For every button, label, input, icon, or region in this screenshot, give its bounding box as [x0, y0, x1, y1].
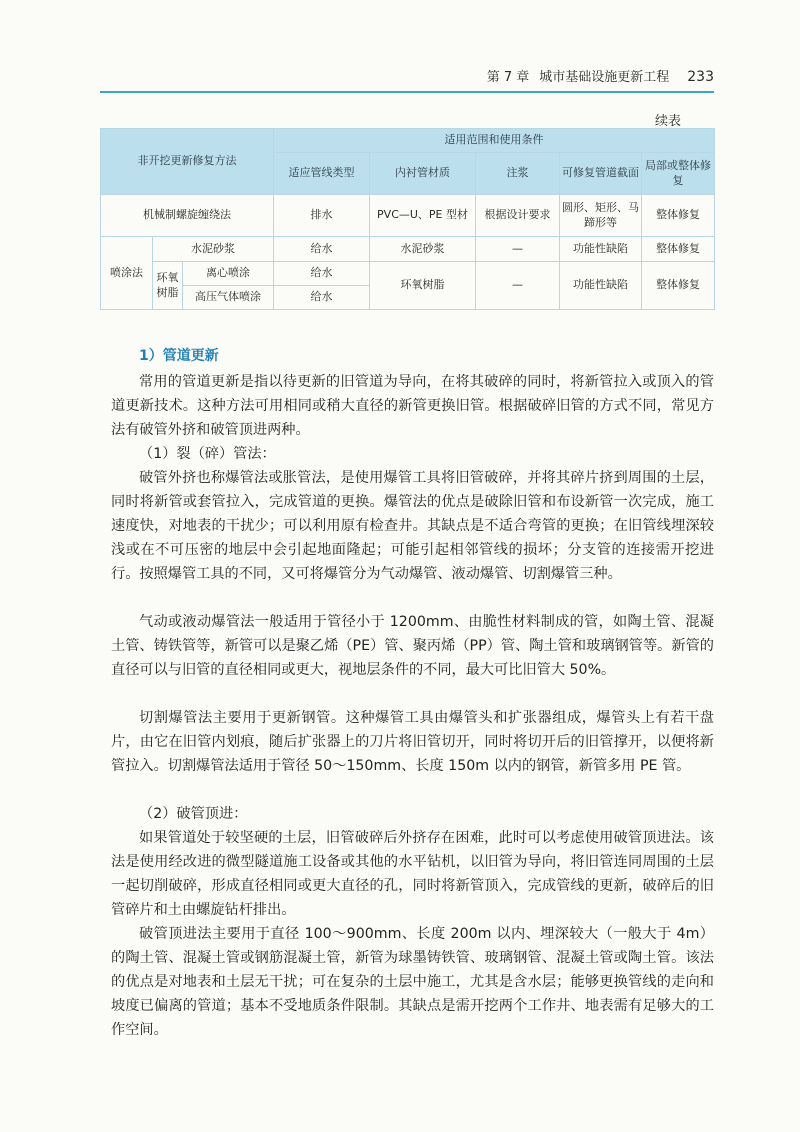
row-spiral-section: 圆形、矩形、马蹄形等	[560, 195, 642, 237]
row-spiral-grouting: 根据设计要求	[476, 195, 560, 237]
row-spiral-method: 机械制螺旋缠绕法	[101, 195, 274, 237]
row-epoxy-extent: 整体修复	[642, 262, 715, 310]
row-cement-lining: 水泥砂浆	[370, 237, 476, 262]
header-method: 非开挖更新修复方法	[101, 129, 274, 195]
continued-label: 续表	[655, 114, 682, 129]
row-epoxy-section: 功能性缺陷	[560, 262, 642, 310]
header-lining: 内衬管材质	[370, 153, 476, 195]
paragraph-jacking-scope: 破管顶进法主要用于直径 100～900mm、长度 200m 以内、埋深较大（一般大于 4m）的陶土管、混凝土管或钢筋混凝土管，新管为球墨铸铁管、玻璃钢管、混凝土管或陶土管。该法的优点是对地表和土层无干扰；可在复杂的土层中施工，尤其是含水层；能够更换管线的走向和坡度已偏离的管道；基本不受地质条件限制。其缺点是需开挖两个工作井、地表需有足够大的工作空间。	[111, 926, 714, 1038]
row-gas-method: 高压气体喷涂	[183, 286, 274, 310]
paragraph-bursting: 破管外挤也称爆管法或胀管法，是使用爆管工具将旧管破碎，并将其碎片挤到周围的土层，同时将新管或套管拉入，完成管道的更换。爆管法的优点是破除旧管和布设新管一次完成，施工速度快，对地表的干扰少；可以利用原有检查井。其缺点是不适合弯管的更换；在旧管线埋深较浅或在不可压密的地层中会引起地面隆起；可能引起相邻管线的损坏；分支管的连接需开挖进行。按照爆管工具的不同，又可将爆管分为气动爆管、液动爆管、切割爆管三种。	[111, 470, 714, 582]
row-cement-extent: 整体修复	[642, 237, 715, 262]
table-row	[101, 262, 715, 286]
row-spray-group: 喷涂法	[101, 237, 153, 310]
running-header	[100, 66, 714, 85]
section-title: 1）管道更新	[139, 348, 219, 364]
subsection-title-bursting: （1）裂（碎）管法：	[139, 446, 276, 462]
row-epoxy-group: 环氧树脂	[153, 262, 183, 310]
table-row	[101, 237, 715, 262]
chapter-title: 城市基础设施更新工程	[539, 70, 670, 85]
subsection-title-jacking: （2）破管顶进：	[139, 806, 248, 822]
header-extent: 局部或整体修复	[642, 153, 715, 195]
row-spiral-lining: PVC—U、PE 型材	[370, 195, 476, 237]
page-number: 233	[687, 69, 714, 85]
row-cement-pipe-type: 给水	[274, 237, 370, 262]
row-cement-method: 水泥砂浆	[153, 237, 274, 262]
paragraph-intro: 常用的管道更新是指以待更新的旧管道为导向，在将其破碎的同时，将新管拉入或顶入的管道更新技术。这种方法可用相同或稍大直径的新管更换旧管。根据破碎旧管的方式不同，常见方法有破管外挤和破管顶进两种。	[111, 374, 714, 438]
paragraph-pneumatic-hydraulic: 气动或液动爆管法一般适用于管径小于 1200mm、由脆性材料制成的管，如陶土管、混凝土管、铸铁管等，新管可以是聚乙烯（PE）管、聚丙烯（PP）管、陶土管和玻璃钢管等。新管的直径可以与旧管的直径相同或更大，视地层条件的不同，最大可比旧管大 50%。	[111, 614, 714, 678]
chapter-number: 第 7 章	[486, 70, 530, 85]
row-centrifugal-method: 离心喷涂	[183, 262, 274, 286]
table-row	[101, 195, 715, 237]
methods-table	[100, 128, 715, 310]
row-epoxy-lining: 环氧树脂	[370, 262, 476, 310]
paragraph-jacking: 如果管道处于较坚硬的土层，旧管破碎后外挤存在困难，此时可以考虑使用破管顶进法。该法是使用经改进的微型隧道施工设备或其他的水平钻机，以旧管为导向，将旧管连同周围的土层一起切削破碎，形成直径相同或更大直径的孔，同时将新管顶入，完成管线的更新，破碎后的旧管碎片和土由螺旋钻杆排出。	[111, 830, 714, 918]
header-scope: 适用范围和使用条件	[274, 129, 715, 153]
row-cement-grouting: —	[476, 237, 560, 262]
paragraph-cutting: 切割爆管法主要用于更新钢管。这种爆管工具由爆管头和扩张器组成，爆管头上有若干盘片，由它在旧管内划痕，随后扩张器上的刀片将旧管切开，同时将切开后的旧管撑开，以便将新管拉入。切割爆管法适用于管径 50～150mm、长度 150m 以内的钢管，新管多用 PE 管。	[111, 710, 714, 774]
header-pipe-type: 适应管线类型	[274, 153, 370, 195]
header-rule	[100, 91, 714, 93]
header-section: 可修复管道截面	[560, 153, 642, 195]
row-spiral-pipe-type: 排水	[274, 195, 370, 237]
header-grouting: 注浆	[476, 153, 560, 195]
row-centrifugal-pipe-type: 给水	[274, 262, 370, 286]
row-epoxy-grouting: —	[476, 262, 560, 310]
row-spiral-extent: 整体修复	[642, 195, 715, 237]
row-gas-pipe-type: 给水	[274, 286, 370, 310]
row-cement-section: 功能性缺陷	[560, 237, 642, 262]
